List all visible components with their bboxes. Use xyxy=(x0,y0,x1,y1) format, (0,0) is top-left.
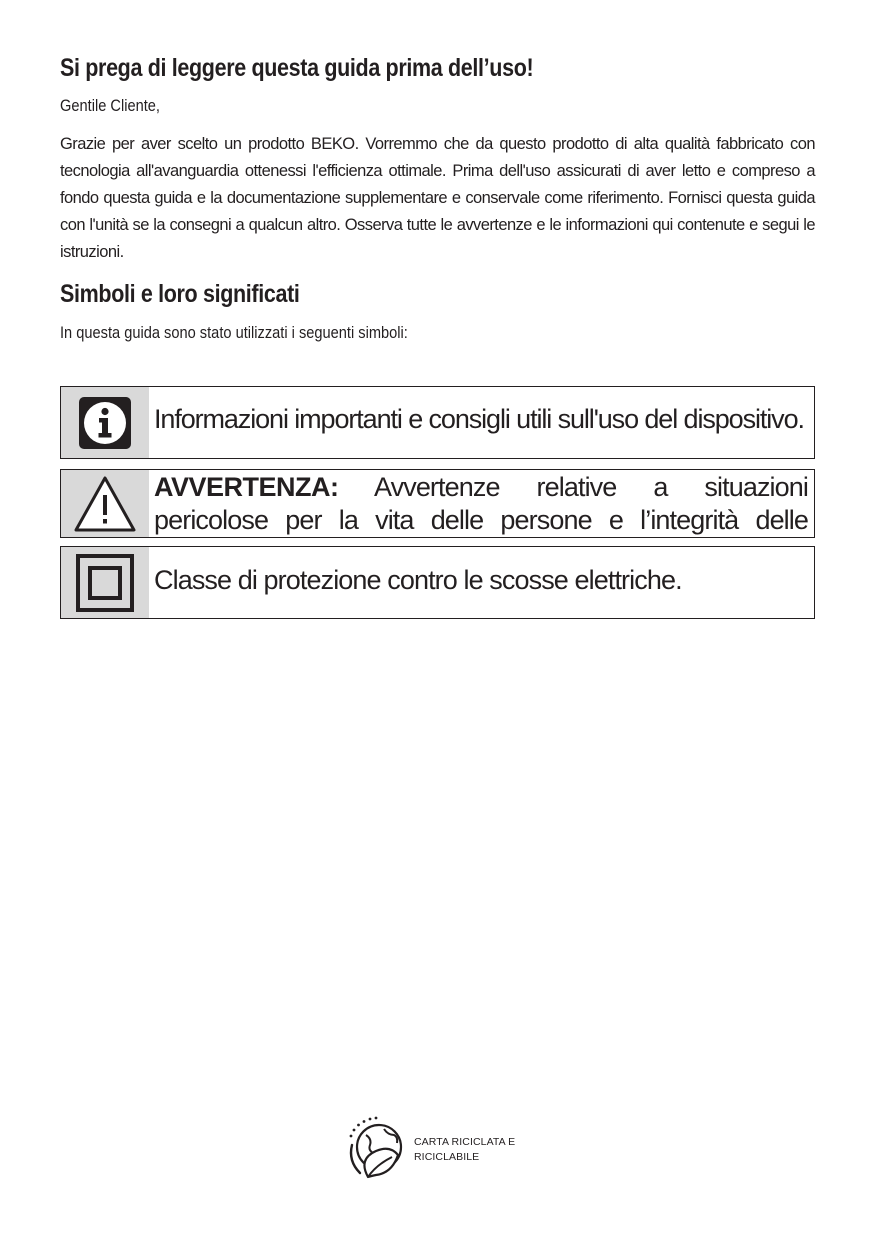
symbol-row-protection-class xyxy=(60,546,815,619)
symbol-row-warning xyxy=(60,469,815,538)
footer-label xyxy=(414,1135,515,1165)
warning-description: Avvertenze relative a situazioni pericolose per la vita delle persone e l’integrità delle xyxy=(154,472,808,535)
double-square-icon xyxy=(61,547,149,618)
greeting: Gentile Cliente, xyxy=(60,96,160,115)
footer-recycling xyxy=(346,1115,546,1185)
footer-line-2: RICICLABILE xyxy=(414,1151,480,1163)
page-title: Si prega di leggere questa guida prima dell’uso! xyxy=(60,54,534,82)
symbol-text-info: Informazioni importanti e consigli utili sull'uso del dispositivo. xyxy=(154,404,804,434)
symbol-text-protection-class: Classe di protezione contro le scosse elettriche. xyxy=(154,565,682,595)
warning-label: AVVERTENZA: xyxy=(154,472,339,502)
intro-paragraph: Grazie per aver scelto un prodotto BEKO. Vorremmo che da questo prodotto di alta qualità fabbricato con tecnologia all'avanguardia ottenessi l'efficienza ottimale. Prima dell'uso assicurati di aver letto e compreso a fondo questa guida e la documentazione supplementare e conservale come riferimento. Fornisci questa guida con l'unità se la consegni a qualcun altro. Osserva tutte le avvertenze e le informazioni qui contenute e segui le istruzioni. xyxy=(60,135,815,261)
footer-line-1: CARTA RICICLATA E xyxy=(414,1136,516,1148)
symbols-intro: In questa guida sono stato utilizzati i seguenti simboli: xyxy=(60,323,408,342)
symbol-row-info xyxy=(60,386,815,459)
info-icon xyxy=(61,387,149,458)
warning-triangle-icon xyxy=(61,470,149,537)
recycled-paper-icon xyxy=(346,1115,412,1183)
symbols-heading: Simboli e loro significati xyxy=(60,280,300,308)
